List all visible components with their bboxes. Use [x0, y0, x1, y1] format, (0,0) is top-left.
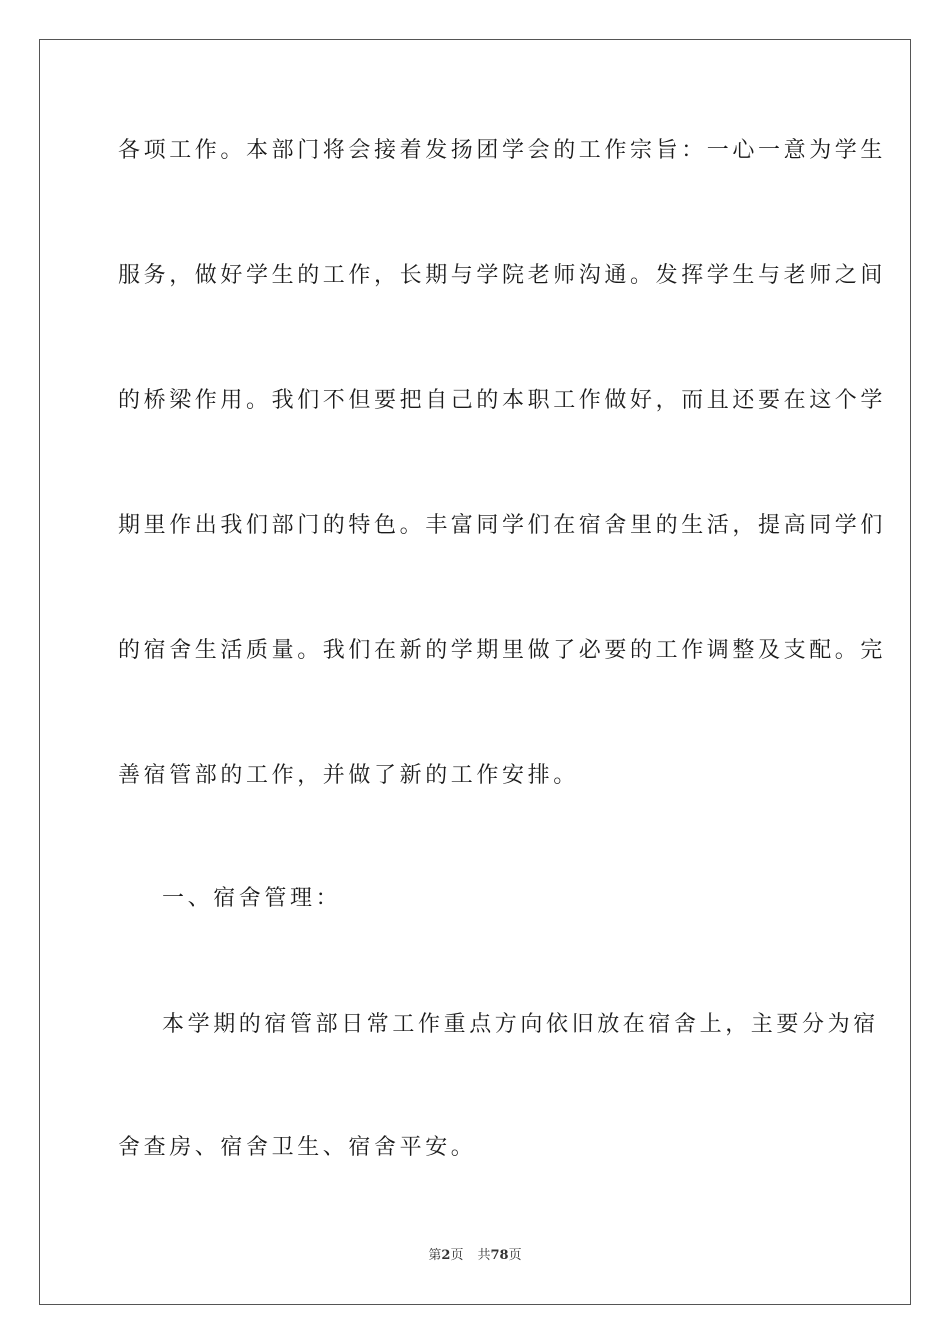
section-heading: 一、宿舍管理：	[162, 886, 342, 911]
page-label-prefix: 第	[428, 1248, 442, 1263]
page-number: 2	[441, 1248, 451, 1263]
body-text-line: 舍查房、宿舍卫生、宿舍平安。	[118, 1135, 477, 1160]
body-text-line: 的桥梁作用。我们不但要把自己的本职工作做好，而且还要在这个学	[118, 388, 887, 413]
body-text-line: 的宿舍生活质量。我们在新的学期里做了必要的工作调整及支配。完	[118, 638, 887, 663]
body-text-line: 善宿管部的工作，并做了新的工作安排。	[118, 763, 579, 788]
page-footer	[0, 1248, 950, 1264]
body-text-line: 期里作出我们部门的特色。丰富同学们在宿舍里的生活，提高同学们	[118, 513, 887, 538]
total-label-suffix: 页	[508, 1248, 522, 1263]
body-text-line: 服务，做好学生的工作，长期与学院老师沟通。发挥学生与老师之间	[118, 263, 887, 288]
body-text-line: 本学期的宿管部日常工作重点方向依旧放在宿舍上，主要分为宿	[162, 1012, 879, 1037]
total-label-prefix: 共	[477, 1248, 491, 1263]
body-text-line: 各项工作。本部门将会接着发扬团学会的工作宗旨：一心一意为学生	[118, 138, 887, 163]
page-border	[39, 39, 911, 1305]
page-label-suffix: 页	[450, 1248, 464, 1263]
total-pages: 78	[490, 1248, 509, 1263]
